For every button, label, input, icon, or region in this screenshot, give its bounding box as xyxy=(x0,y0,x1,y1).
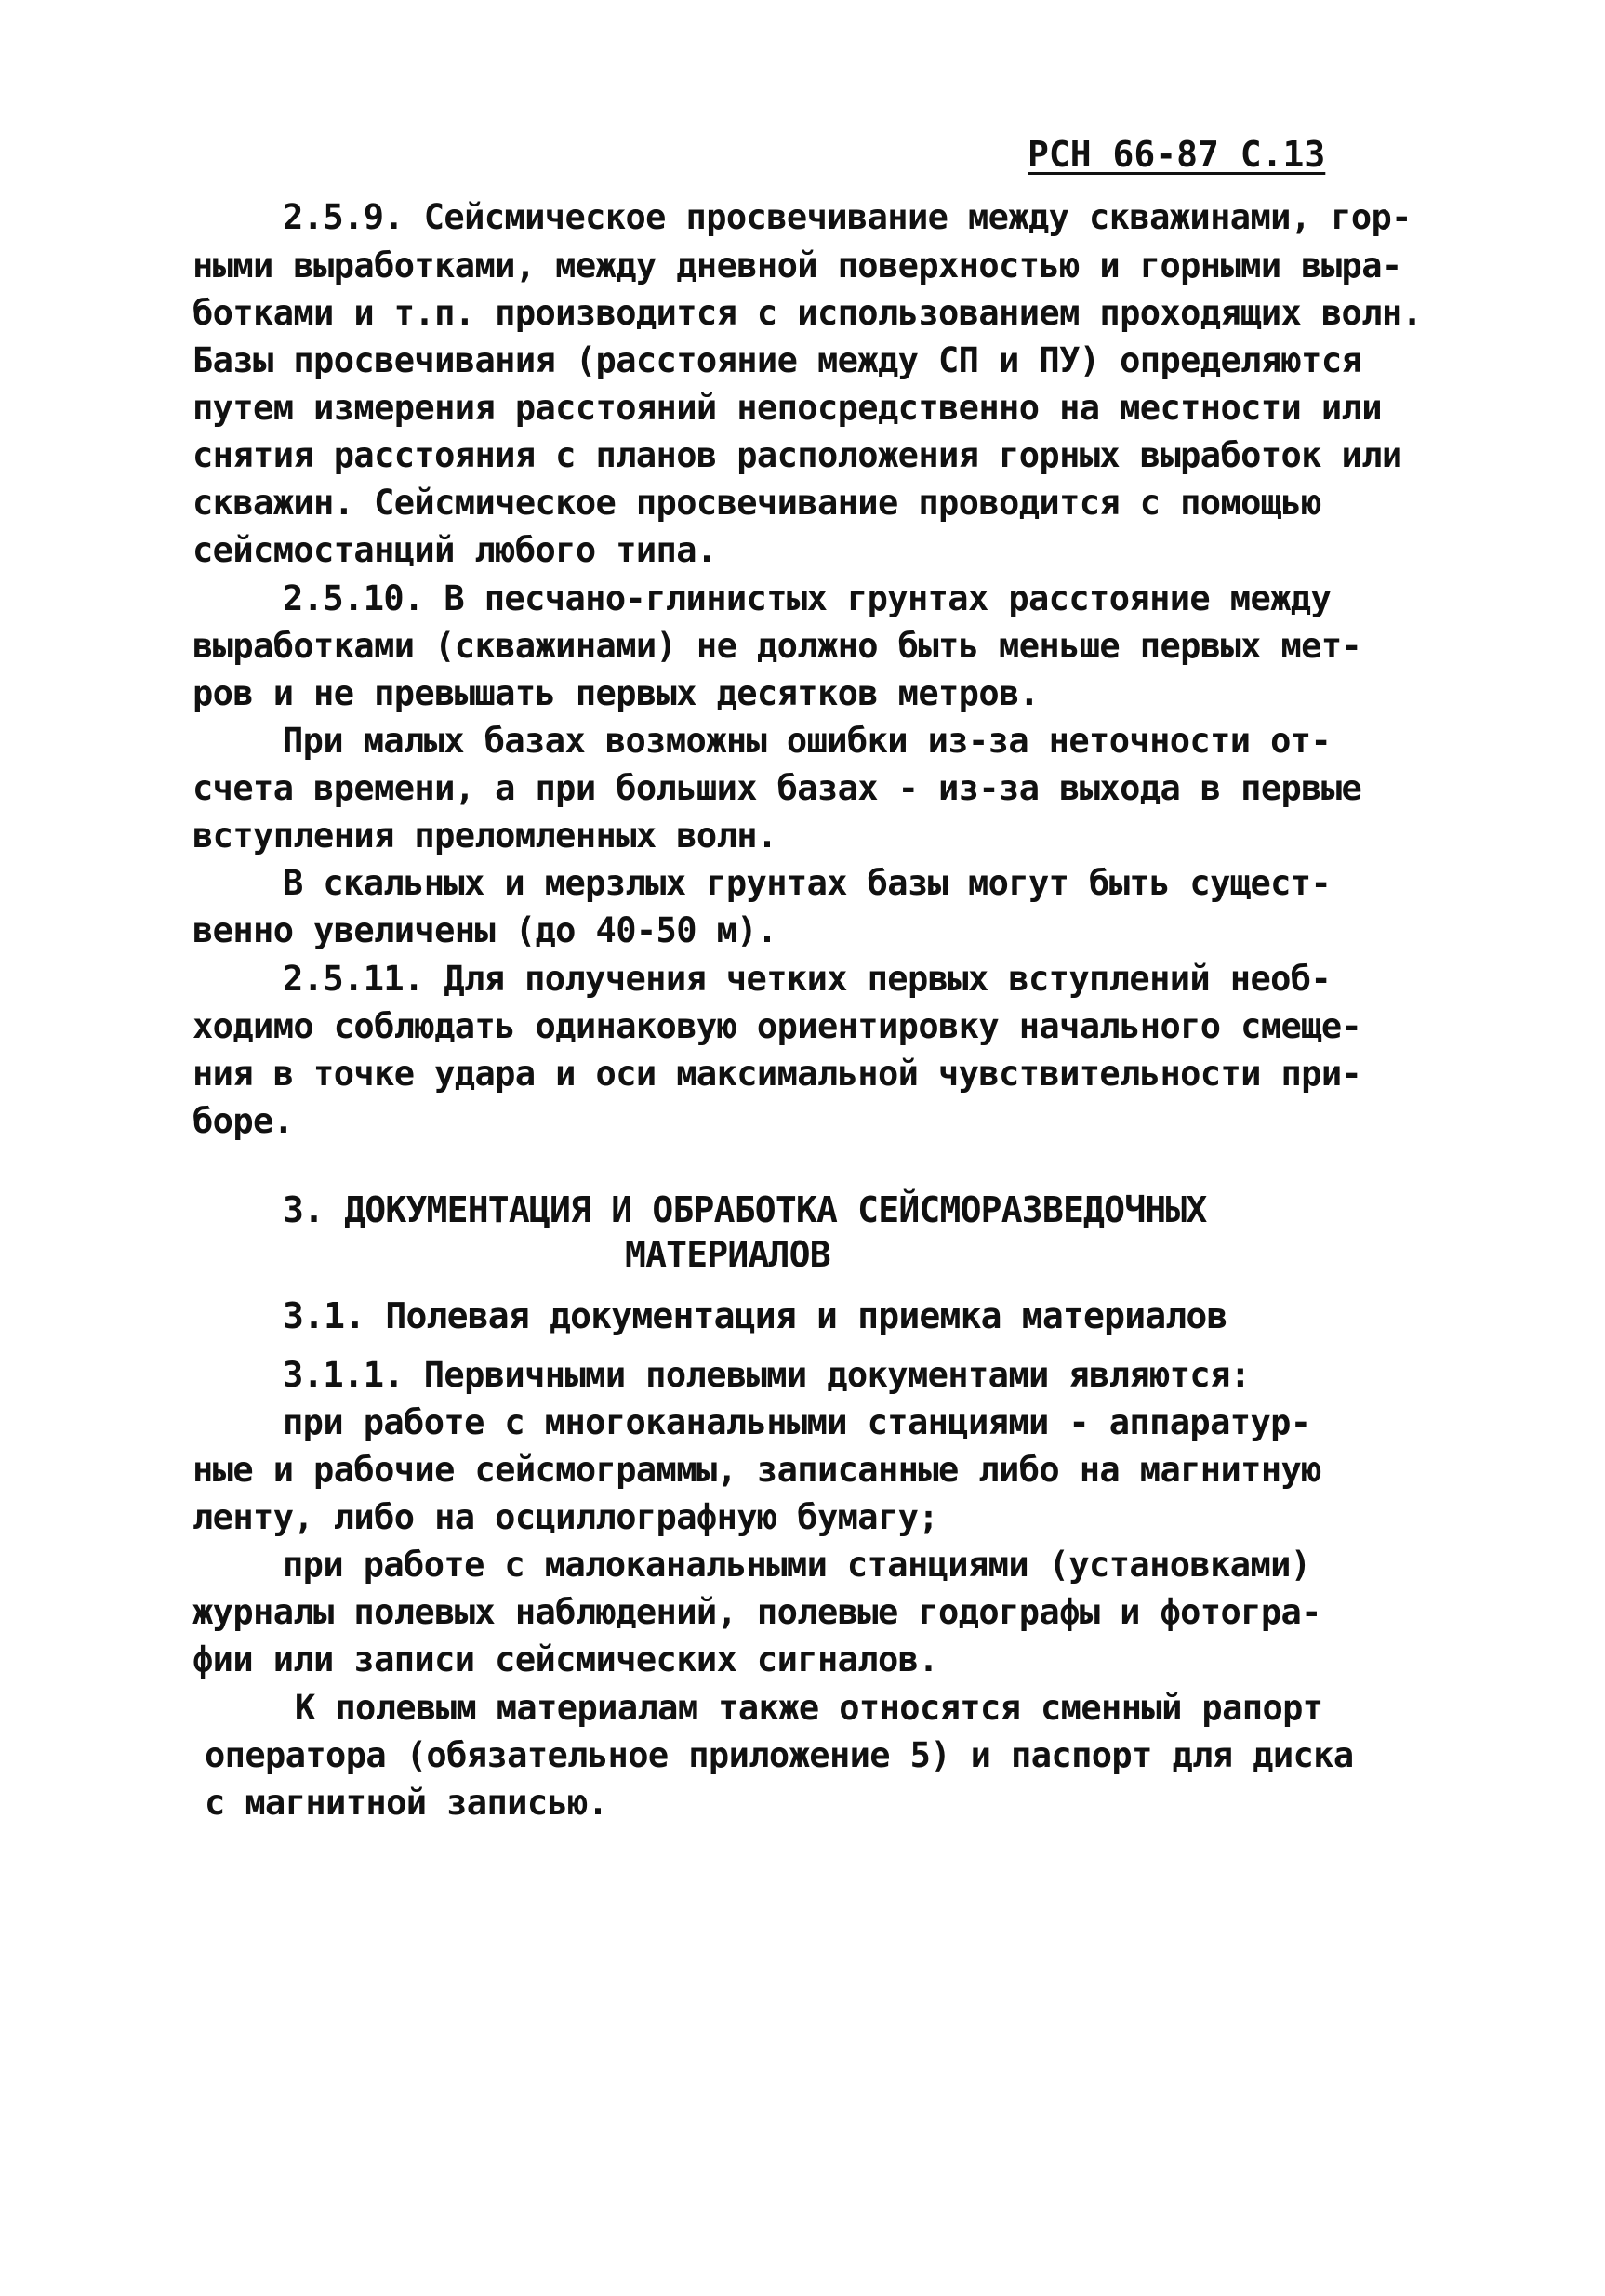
text-line: скважин. Сейсмическое просвечивание проводится с помощью xyxy=(192,483,1321,523)
text-line: ров и не превышать первых десятков метров. xyxy=(192,673,1040,713)
text-line: 2.5.9. Сейсмическое просвечивание между скважинами, гор- xyxy=(283,197,1412,237)
text-line: Базы просвечивания (расстояние между СП и ПУ) определяются xyxy=(192,340,1362,380)
text-line: При малых базах возможны ошибки из-за неточности от- xyxy=(283,721,1332,761)
text-line: выработками (скважинами) не должно быть меньше первых мет- xyxy=(192,626,1362,666)
section-heading-line-2: МАТЕРИАЛОВ xyxy=(625,1234,830,1275)
text-line: снятия расстояния с планов расположения горных выработок или xyxy=(192,435,1402,475)
text-line: ботками и т.п. производится с использованием проходящих волн. xyxy=(192,293,1423,333)
text-line: вступления преломленных волн. xyxy=(192,816,777,856)
text-line: ленту, либо на осциллографную бумагу; xyxy=(192,1497,939,1537)
text-line: 2.5.11. Для получения четких первых вступлений необ- xyxy=(283,959,1332,999)
text-line: боре. xyxy=(192,1101,294,1141)
subsection-heading: 3.1. Полевая документация и приемка материалов xyxy=(283,1295,1227,1336)
text-line: 2.5.10. В песчано-глинистых грунтах расстояние между xyxy=(283,578,1332,618)
text-line: журналы полевых наблюдений, полевые годографы и фотогра- xyxy=(192,1592,1321,1632)
text-line: сейсмостанций любого типа. xyxy=(192,530,717,570)
text-line: при работе с многоканальными станциями - аппаратур- xyxy=(283,1402,1311,1442)
text-line: оператора (обязательное приложение 5) и паспорт для диска xyxy=(205,1735,1354,1775)
text-line: ные и рабочие сейсмограммы, записанные либо на магнитную xyxy=(192,1450,1321,1490)
text-line: К полевым материалам также относятся сменный рапорт xyxy=(295,1688,1323,1728)
text-line: 3.1.1. Первичными полевыми документами являются: xyxy=(283,1355,1251,1395)
text-line: фии или записи сейсмических сигналов. xyxy=(192,1639,939,1679)
text-line: счета времени, а при больших базах - из-за выхода в первые xyxy=(192,768,1362,808)
text-line: с магнитной записью. xyxy=(205,1783,608,1823)
page-header: РСН 66-87 С.13 xyxy=(1028,134,1326,175)
text-line: венно увеличены (до 40-50 м). xyxy=(192,910,777,950)
text-line: В скальных и мерзлых грунтах базы могут быть сущест- xyxy=(283,863,1332,903)
text-line: ходимо соблюдать одинаковую ориентировку начального смеще- xyxy=(192,1006,1362,1046)
text-line: при работе с малоканальными станциями (установками) xyxy=(283,1545,1311,1585)
section-heading-line-1: 3. ДОКУМЕНТАЦИЯ И ОБРАБОТКА СЕЙСМОРАЗВЕДОЧНЫХ xyxy=(283,1189,1207,1230)
text-line: ными выработками, между дневной поверхностью и горными выра- xyxy=(192,246,1402,285)
text-line: путем измерения расстояний непосредственно на местности или xyxy=(192,388,1382,428)
text-line: ния в точке удара и оси максимальной чувствительности при- xyxy=(192,1054,1362,1094)
